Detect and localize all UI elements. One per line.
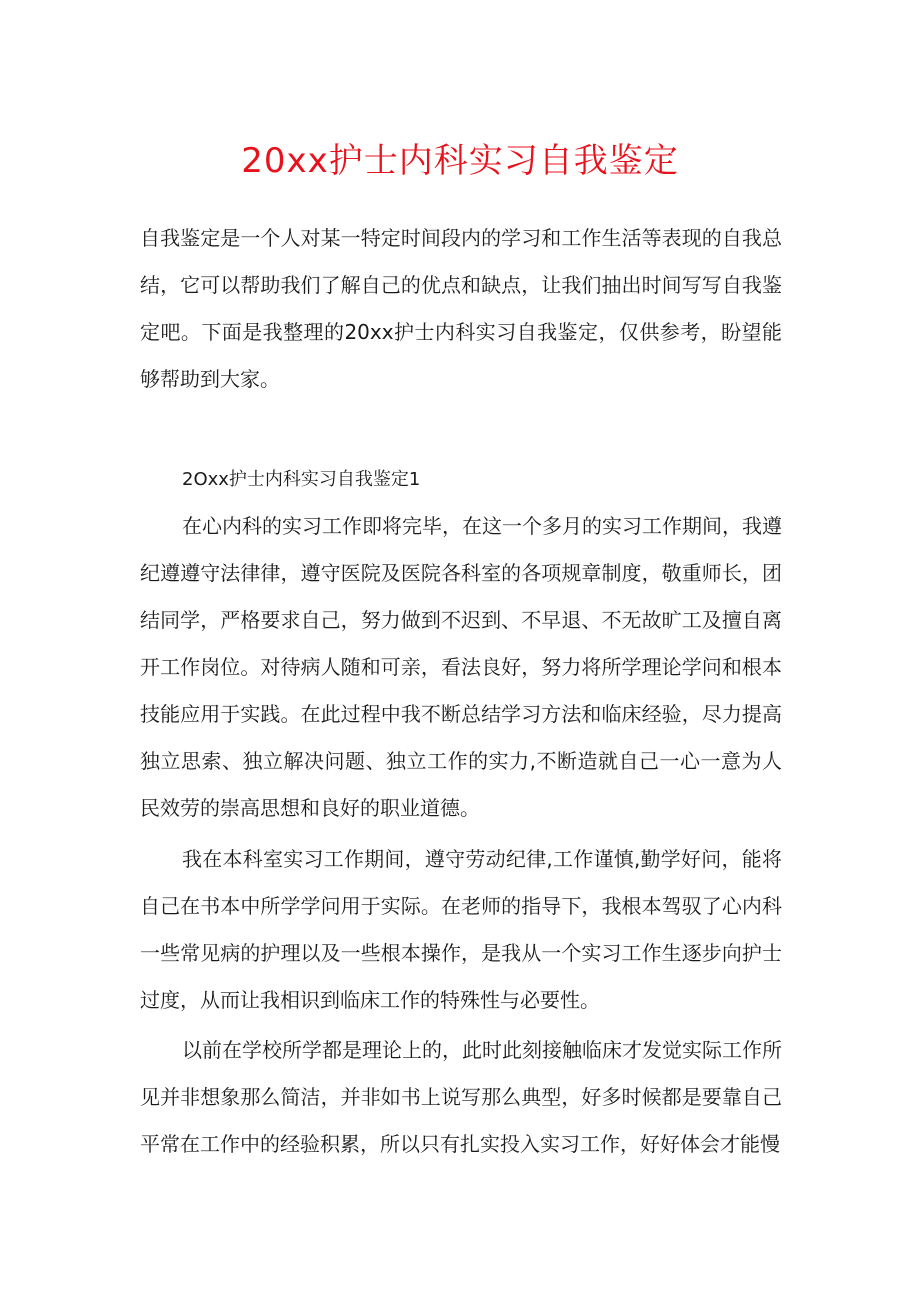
body-paragraph-3: 以前在学校所学都是理论上的，此时此刻接触临床才发觉实际工作所见并非想象那么简洁，并非如书上说写那么典型，好多时候都是要靠自己平常在工作中的经验积累，所以只有扎实投入实习工作，好好体会才能慢: [140, 1038, 782, 1156]
document-title: 20xx护士内科实习自我鉴定: [241, 141, 679, 181]
body-paragraph-2: 我在本科室实习工作期间，遵守劳动纪律,工作谨慎,勤学好问，能将自己在书本中所学学问用于实际。在老师的指导下，我根本驾驭了心内科一些常见病的护理以及一些根本操作，是我从一个实习工作生逐步向护士过度，从而让我相识到临床工作的特殊性与必要性。: [140, 847, 782, 1012]
section-heading: 2Oxx护士内科实习自我鉴定1: [182, 469, 421, 490]
intro-paragraph: 自我鉴定是一个人对某一特定时间段内的学习和工作生活等表现的自我总结，它可以帮助我们了解自己的优点和缺点，让我们抽出时间写写自我鉴定吧。下面是我整理的20xx护士内科实习自我鉴定，仅供参考，盼望能够帮助到大家。: [140, 226, 782, 391]
body-paragraph-1: 在心内科的实习工作即将完毕，在这一个多月的实习工作期间，我遵纪遵遵守法律律，遵守医院及医院各科室的各项规章制度，敬重师长，团结同学，严格要求自己，努力做到不迟到、不早退、不无故旷工及擅自离开工作岗位。对待病人随和可亲，看法良好，努力将所学理论学问和根本技能应用于实践。在此过程中我不断总结学习方法和临床经验，尽力提高独立思索、独立解决问题、独立工作的实力,不断造就自己一心一意为人民效劳的崇高思想和良好的职业道德。: [140, 514, 782, 820]
